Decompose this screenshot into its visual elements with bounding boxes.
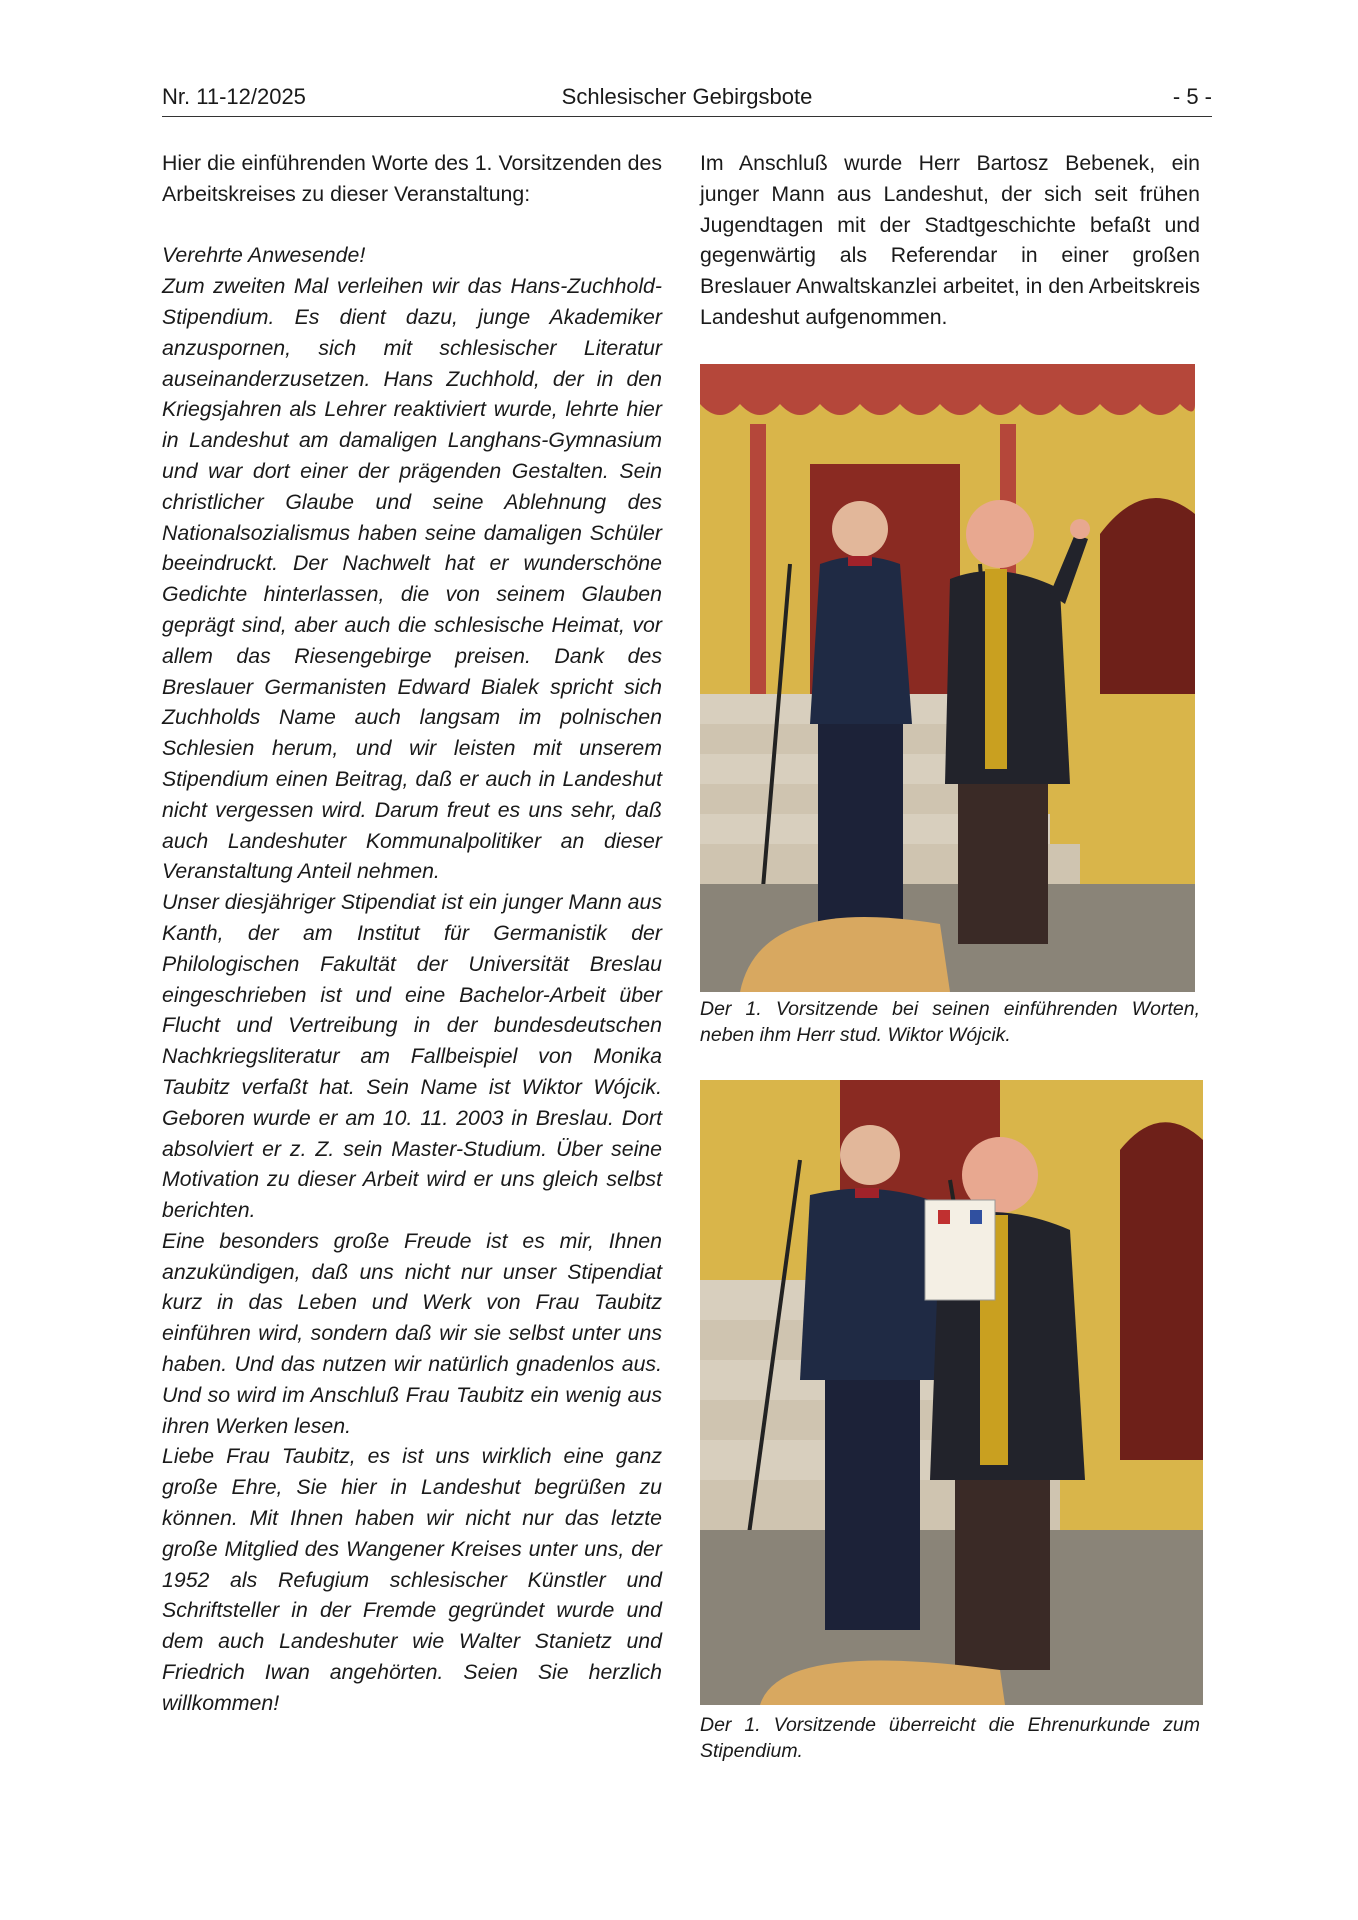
speech-paragraph: Eine besonders große Freude ist es mir, Ihnen anzukündigen, daß uns nicht nur unser Stipendiat kurz in das Leben und Werk von Frau Taubitz einführen wird, sondern daß wir sie selbst unter uns haben. Und das nutzen wir natürlich gnadenlos aus. Und so wird im Anschluß Frau Taubitz ein wenig aus ihren Werken lesen. xyxy=(162,1228,662,1438)
membership-paragraph: Im Anschluß wurde Herr Bartosz Bebenek, ein junger Mann aus Landeshut, der sich seit frühen Jugendtagen mit der Stadtgeschichte befaßt und gegenwärtig als Referendar in einer großen Breslauer Anwaltskanzlei arbeitet, in den Arbeitskreis Landeshut aufgenommen. xyxy=(700,151,1200,329)
photo-speech-caption: Der 1. Vorsitzende bei seinen einführenden Worten, neben ihm Herr stud. Wiktor Wójcik. xyxy=(700,998,1200,1046)
intro-paragraph: Hier die einführenden Worte des 1. Vorsitzenden des Arbeitskreises zu dieser Veranstaltung: xyxy=(162,151,662,206)
photo-certificate-illustration xyxy=(700,1080,1203,1705)
speech-paragraph: Unser diesjähriger Stipendiat ist ein junger Mann aus Kanth, der am Institut für Germanistik der Philologischen Fakultät der Universität Breslau eingeschrieben ist und eine Bachelor-Arbeit über Flucht und Vertreibung in der bundesdeutschen Nachkriegsliteratur am Fallbeispiel von Monika Taubitz verfaßt hat. Sein Name ist Wiktor Wójcik. Geboren wurde er am 10. 11. 2003 in Breslau. Dort absolviert er z. Z. sein Master-Studium. Über seine Motivation zu dieser Arbeit wird er uns gleich selbst berichten. xyxy=(162,890,662,1223)
publication-title: Schlesischer Gebirgsbote xyxy=(561,84,813,109)
speech-paragraph: Liebe Frau Taubitz, es ist uns wirklich eine ganz große Ehre, Sie hier in Landeshut begrüßen zu können. Mit Ihnen haben wir nicht nur das letzte große Mitglied des Wangener Kreises unter uns, der 1952 als Refugium schlesischer Künstler und Schriftsteller in der Fremde gegründet wurde und dem auch Landeshuter wie Walter Stanietz und Friedrich Iwan angehörten. Seien Sie herzlich willkommen! xyxy=(162,1444,662,1715)
photo-certificate-caption: Der 1. Vorsitzende überreicht die Ehrenurkunde zum Stipendium. xyxy=(700,1714,1200,1762)
photo-speech xyxy=(700,364,1195,992)
right-column xyxy=(700,148,1200,333)
issue-number: Nr. 11-12/2025 xyxy=(162,84,306,109)
left-column xyxy=(162,148,662,1719)
page-header xyxy=(162,80,1212,117)
photo-speech-illustration xyxy=(700,364,1195,992)
page-number: - 5 - xyxy=(1172,84,1212,109)
speech-salutation: Verehrte Anwesende! xyxy=(162,243,366,268)
photo-certificate xyxy=(700,1080,1203,1705)
speech-paragraph: Zum zweiten Mal verleihen wir das Hans-Zuchhold-Stipendium. Es dient dazu, junge Akademiker anzuspornen, sich mit schlesischer Literatur auseinanderzusetzen. Hans Zuchhold, der in den Kriegsjahren als Lehrer reaktiviert wurde, lehrte hier in Landeshut am damaligen Langhans-Gymnasium und war dort einer der prägenden Gestalten. Sein christlicher Glaube und seine Ablehnung des Nationalsozialismus haben seine damaligen Schüler beeindruckt. Der Nachwelt hat er wunderschöne Gedichte hinterlassen, die von seinem Glauben geprägt sind, aber auch die schlesische Heimat, vor allem das Riesengebirge preisen. Dank des Breslauer Germanisten Edward Bialek spricht sich Zuchholds Name auch langsam im polnischen Schlesien herum, und wir leisten mit unserem Stipendium einen Beitrag, daß er auch in Landeshut nicht vergessen wird. Darum freut es uns sehr, daß auch Landeshuter Kommunalpolitiker an dieser Veranstaltung Anteil nehmen. xyxy=(162,274,662,884)
